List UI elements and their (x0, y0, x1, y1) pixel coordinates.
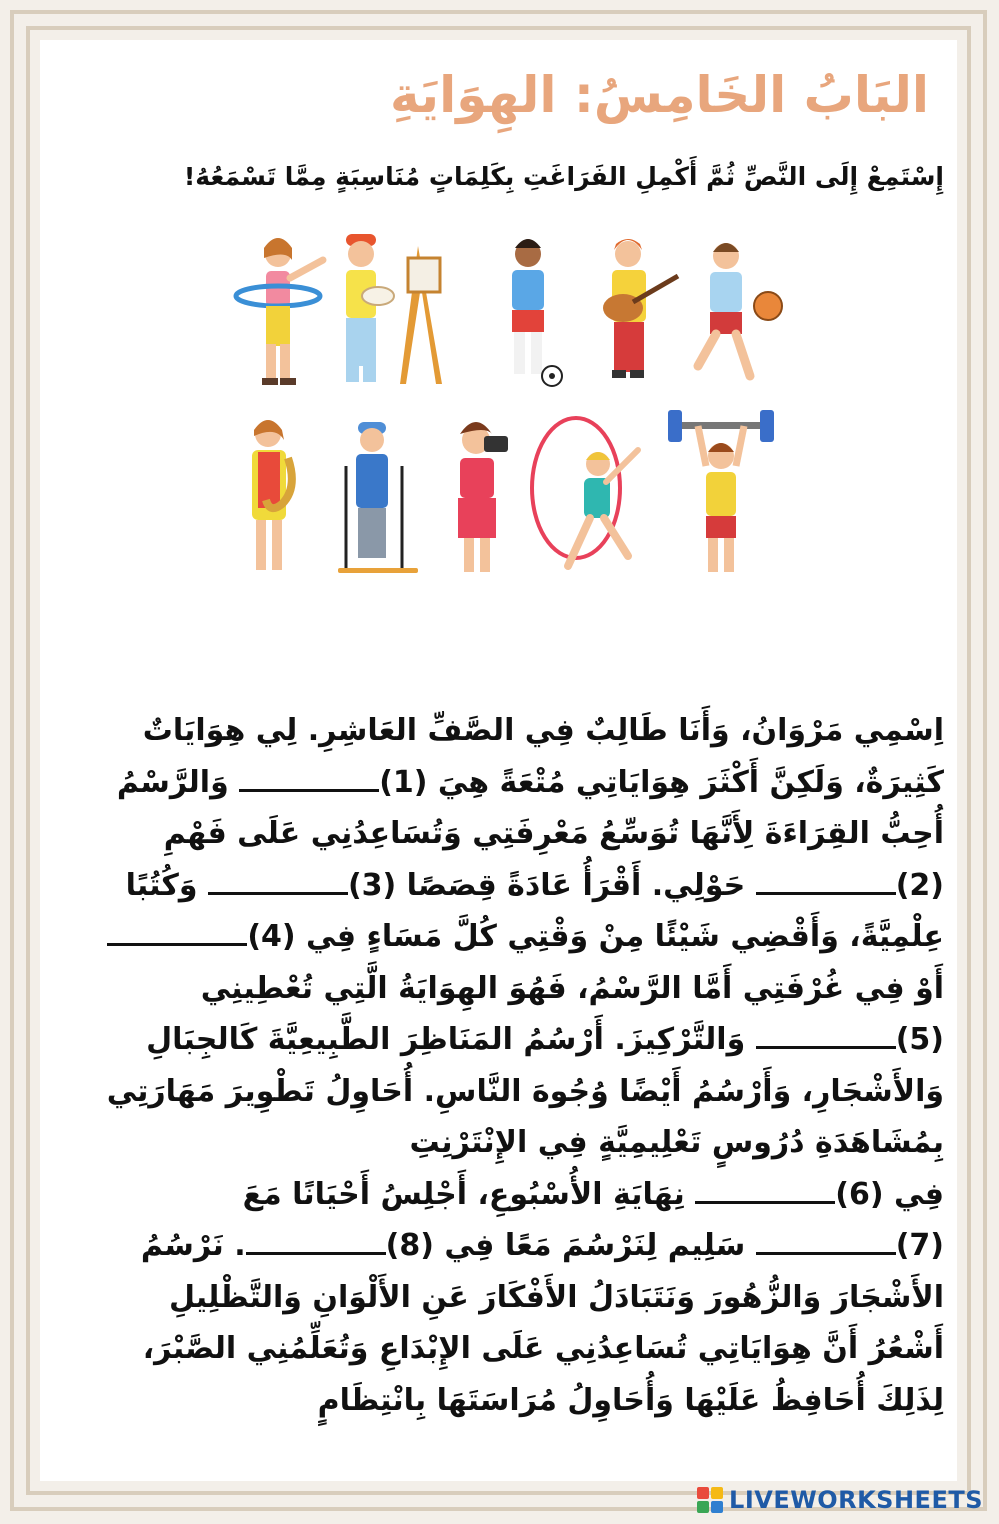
hula-hoop-girl-icon (236, 238, 323, 385)
passage-line-13: أَشْعُرُ أَنَّ هِوَايَاتِي تُسَاعِدُنِي عَلَى الإِبْدَاعِ وَتُعَلِّمُنِي الصَّبْرَ، (142, 1331, 944, 1366)
passage-line-1: اِسْمِي مَرْوَانُ، وَأَنَا طَالِبٌ فِي الصَّفِّ العَاشِرِ. لِي هِوَايَاتٌ (142, 713, 944, 748)
instruction-text: إِسْتَمِعْ إِلَى النَّصِّ ثُمَّ أَكْمِلِ الفَرَاغَتِ بِكَلِمَاتٍ مُنَاسِبَةٍ مِمَّا تَسْمَعُهُ! (183, 162, 944, 191)
passage-line-11: (7) سَلِيم لِنَرْسُمَ مَعًا فِي (8). نَرْسُمُ (140, 1228, 944, 1263)
blank-1-input[interactable] (239, 779, 379, 792)
passage-line-9: بِمُشَاهَدَةِ دُرُوسٍ تَعْلِيمِيَّةٍ فِي الإِنْتَرْنِتِ (409, 1125, 944, 1160)
chapter-title: البَابُ الخَامِسُ: الهِوَايَةِ (389, 66, 929, 124)
liveworksheets-logo-icon (697, 1487, 723, 1513)
weightlifter-boy-icon (668, 410, 774, 572)
skier-boy-icon (338, 422, 418, 573)
passage-line-3: أُحِبُّ القِرَاءَةَ لِأَنَّهَا تُوَسِّعُ مَعْرِفَتِي وَتُسَاعِدُنِي عَلَى فَهْمِ (163, 816, 944, 851)
photographer-girl-icon (458, 422, 508, 572)
passage-text (58, 705, 944, 1426)
liveworksheets-footer (697, 1480, 983, 1520)
passage-line-8: وَالأَشْجَارِ، وَأَرْسُمُ أَيْضًا وُجُوهَ النَّاسِ. أُحَاوِلُ تَطْوِيرَ مَهَارَتِي (106, 1073, 944, 1109)
passage-line-10: فِي (6) نِهَايَةِ الأُسْبُوعِ، أَجْلِسُ أَحْيَانًا مَعَ (242, 1176, 944, 1212)
passage-line-2: كَثِيرَةٌ، وَلَكِنَّ أَكْثَرَ هِوَايَاتِي مُتْعَةً هِيَ (1) وَالرَّسْمُ (116, 764, 944, 800)
liveworksheets-brand[interactable]: LIVEWORKSHEETS (729, 1486, 983, 1514)
saxophone-girl-icon (252, 420, 292, 570)
basketball-boy-icon (698, 243, 782, 376)
gymnast-girl-icon (532, 418, 638, 566)
blank-7-input[interactable] (756, 1242, 896, 1255)
blank-8-input[interactable] (246, 1242, 386, 1255)
blank-3-input[interactable] (208, 882, 348, 895)
passage-line-7: (5) وَالتَّرْكِيزَ. أَرْسُمُ المَنَاظِرَ الطَّبِيعِيَّةَ كَالجِبَالِ (146, 1022, 944, 1057)
blank-4-input[interactable] (107, 933, 247, 946)
hobbies-illustration (228, 226, 788, 596)
passage-line-5: عِلْمِيَّةً، وَأَقْضِي شَيْئًا مِنْ وَقْتِي كُلَّ مَسَاءٍ فِي (4) (58, 911, 944, 963)
passage-line-14: لِذَلِكَ أُحَافِظُ عَلَيْهَا وَأُحَاوِلُ مُرَاسَتَهَا بِانْتِظَامٍ (317, 1382, 944, 1418)
passage-line-4: (2) حَوْلِي. أَقْرَأُ عَادَةً قِصَصًا (3) وَكُتُبًا (125, 867, 944, 903)
blank-2-input[interactable] (756, 882, 896, 895)
painter-boy-icon (346, 234, 442, 384)
passage-line-6: أَوْ فِي غُرْفَتِي أَمَّا الرَّسْمُ، فَهُوَ الهِوَايَةُ الَّتِي تُعْطِينِي (200, 970, 944, 1006)
passage-line-12: الأَشْجَارَ وَالزُّهُورَ وَنَتَبَادَلُ الأَفْكَارَ عَنِ الأَلْوَانِ وَالتَّظْلِيلِ (168, 1279, 944, 1315)
guitar-boy-icon (603, 239, 678, 378)
blank-5-input[interactable] (756, 1036, 896, 1049)
soccer-boy-icon (512, 239, 562, 386)
blank-6-input[interactable] (695, 1191, 835, 1204)
